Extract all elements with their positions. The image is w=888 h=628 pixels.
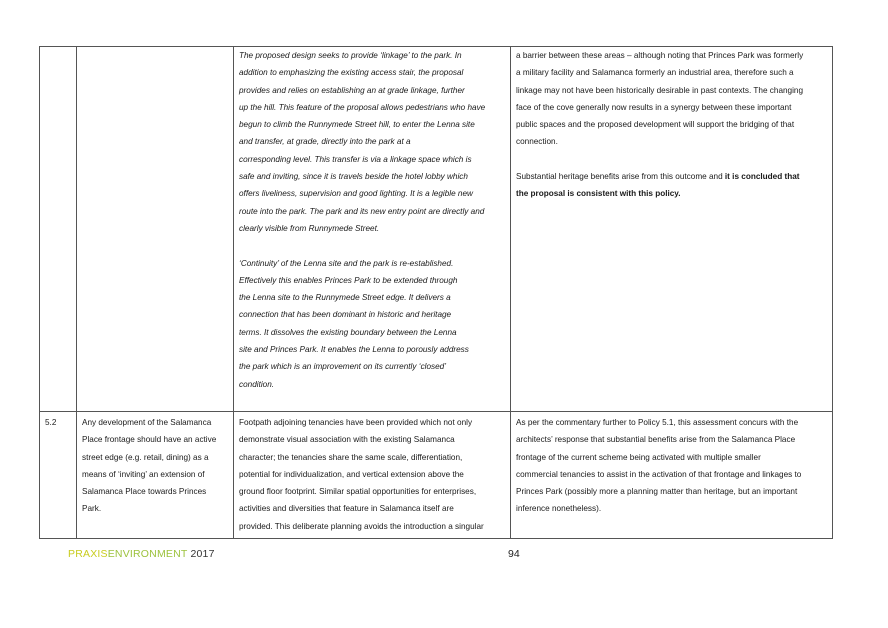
- text-line: up the hill. This feature of the proposal allows pedestrians who have: [239, 102, 486, 112]
- assessment-conclusion: [516, 168, 827, 203]
- text-line: terms. It dissolves the existing boundary between the Lenna: [239, 327, 457, 337]
- text-line: ground floor footprint. Similar spatial opportunities for enterprises,: [239, 487, 477, 497]
- assessment-cell: [511, 412, 833, 539]
- footer-brand: [68, 548, 215, 560]
- text-line: potential for individualization, and vertical extension above the: [239, 469, 464, 479]
- text-line: Effectively this enables Princes Park to be extended through: [239, 275, 458, 285]
- table-row: [40, 412, 833, 539]
- text-line: commercial tenancies to assist in the activation of that frontage and linkages to: [516, 469, 802, 479]
- brand-praxis: PRAXIS: [68, 548, 108, 560]
- policy-text-cell: [77, 47, 234, 412]
- text-line: Princes Park (possibly more a planning matter than heritage, but an important: [516, 487, 798, 497]
- brand-environment: ENVIRONMENT: [107, 548, 188, 560]
- text-line: inference nonetheless).: [516, 504, 602, 514]
- page-number: 94: [508, 548, 520, 560]
- text-line: street edge (e.g. retail, dining) as a: [82, 452, 209, 462]
- paragraph-gap: [239, 237, 505, 254]
- policy-text-cell: [77, 412, 234, 539]
- conclusion-plain-text: Substantial heritage benefits arise from this outcome and: [516, 172, 725, 182]
- policy-number-cell: [40, 47, 77, 412]
- response-paragraph: [239, 255, 505, 393]
- text-line: condition.: [239, 379, 275, 389]
- text-line: demonstrate visual association with the existing Salamanca: [239, 435, 455, 445]
- response-paragraph: [239, 47, 505, 237]
- text-line: character; the tenancies share the same scale, differentiation,: [239, 452, 463, 462]
- text-line: site and Princes Park. It enables the Lenna to porously address: [239, 345, 469, 355]
- text-line: corresponding level. This transfer is via a linkage space which is: [239, 154, 472, 164]
- text-line: provided. This deliberate planning avoids the introduction a singular: [239, 521, 484, 531]
- text-line: Park.: [82, 504, 102, 514]
- text-line: and transfer, at grade, directly into the park at a: [239, 137, 411, 147]
- assessment-paragraph: [516, 47, 827, 151]
- table-row: [40, 47, 833, 412]
- architect-response-cell: [234, 47, 511, 412]
- footer-year: 2017: [187, 548, 215, 560]
- text-line: face of the cove generally now results in a synergy between these important: [516, 102, 792, 112]
- text-line: activities and diversities that feature in Salamanca itself are: [239, 504, 454, 514]
- text-line: Any development of the Salamanca: [82, 418, 212, 427]
- text-line: ‘Continuity’ of the Lenna site and the park is re-established.: [239, 258, 454, 268]
- text-line: offers liveliness, supervision and good lighting. It is a legible new: [239, 189, 473, 199]
- text-line: route into the park. The park and its new entry point are directly and: [239, 206, 485, 216]
- text-line: Footpath adjoining tenancies have been provided which not only: [239, 418, 473, 427]
- text-line: architects’ response that substantial benefits arise from the Salamanca Place: [516, 435, 796, 445]
- text-line: public spaces and the proposed development will support the bridging of that: [516, 120, 795, 130]
- text-line: a barrier between these areas – although noting that Princes Park was formerly: [516, 51, 804, 60]
- text-line: clearly visible from Runnymede Street.: [239, 223, 380, 233]
- text-line: safe and inviting, since it is travels beside the hotel lobby which: [239, 172, 468, 182]
- conclusion-bold-text: it is concluded that: [724, 172, 800, 182]
- text-line: Salamanca Place towards Princes: [82, 487, 207, 497]
- text-line: provides and relies on establishing an at grade linkage, further: [239, 85, 465, 95]
- text-line: begun to climb the Runnymede Street hill, to enter the Lenna site: [239, 120, 475, 130]
- architect-response-cell: [234, 412, 511, 539]
- paragraph-gap: [516, 151, 827, 168]
- text-line: addition to emphasizing the existing access stair, the proposal: [239, 68, 464, 78]
- text-line: As per the commentary further to Policy 5.1, this assessment concurs with the: [516, 418, 799, 427]
- text-line: means of ‘inviting’ an extension of: [82, 469, 205, 479]
- text-line: a military facility and Salamanca formerly an industrial area, therefore such a: [516, 68, 794, 78]
- policy-number-cell: 5.2: [40, 412, 77, 539]
- text-line: [516, 168, 827, 185]
- heritage-assessment-table: [39, 46, 833, 539]
- assessment-cell: [511, 47, 833, 412]
- text-line: frontage of the current scheme being activated with multiple smaller: [516, 452, 761, 462]
- conclusion-bold-text: the proposal is consistent with this policy.: [516, 189, 681, 199]
- text-line: The proposed design seeks to provide ‘linkage’ to the park. In: [239, 51, 462, 60]
- text-line: the park which is an improvement on its currently ‘closed’: [239, 362, 447, 372]
- text-line: the Lenna site to the Runnymede Street edge. It delivers a: [239, 293, 451, 303]
- text-line: Place frontage should have an active: [82, 435, 217, 445]
- text-line: connection that has been dominant in historic and heritage: [239, 310, 452, 320]
- text-line: linkage may not have been historically desirable in past contexts. The changing: [516, 85, 804, 95]
- text-line: connection.: [516, 137, 558, 147]
